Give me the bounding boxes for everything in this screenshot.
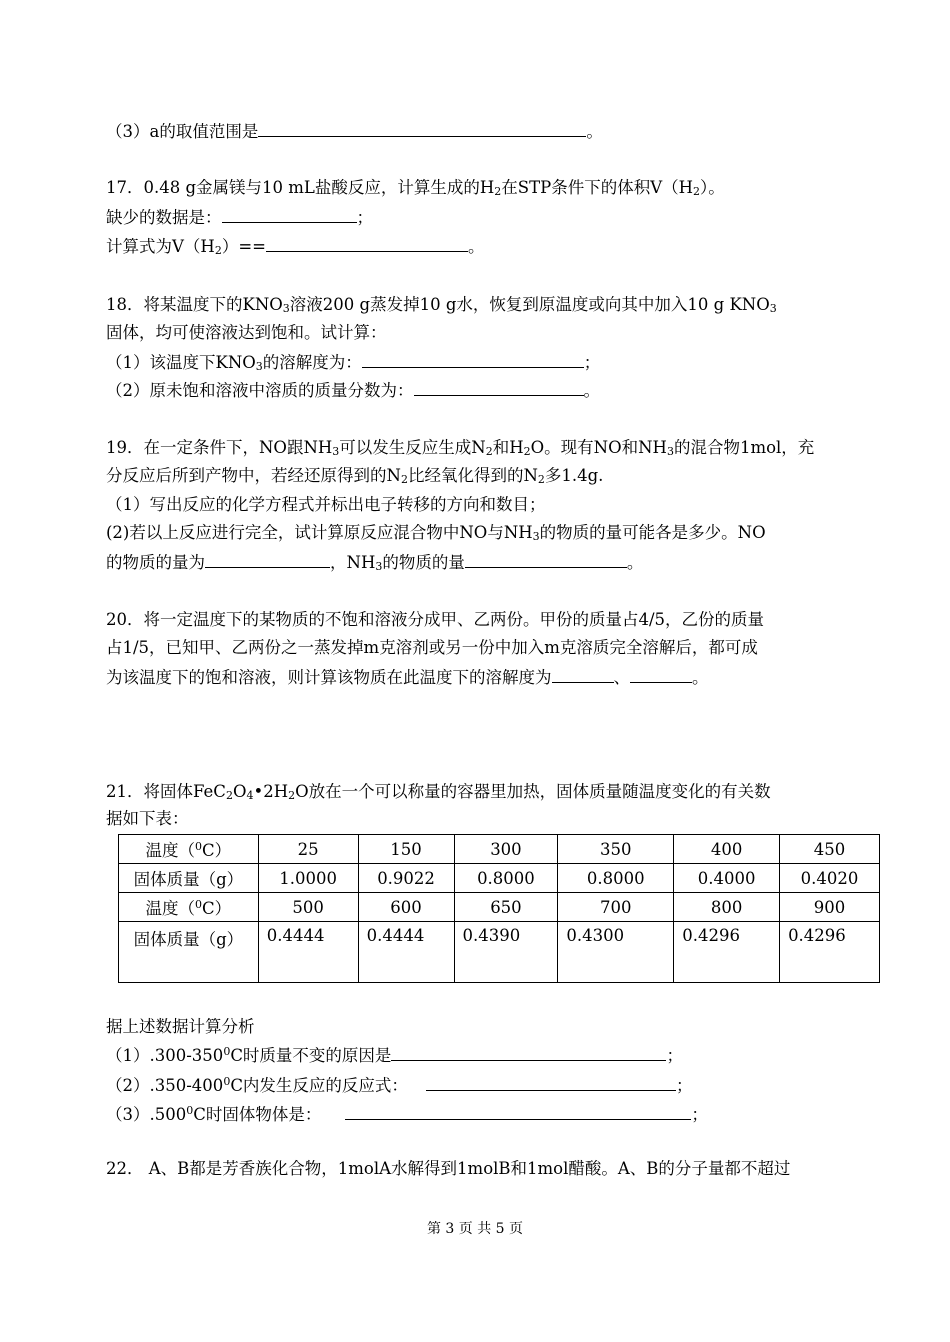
- table-cell: 300: [454, 835, 558, 864]
- table-cell: 0.4444: [358, 922, 454, 983]
- answer-blank[interactable]: [222, 206, 357, 223]
- q19-line5: 的物质的量为 ，$NH_3$的物质的量 。: [106, 553, 644, 573]
- q22-line1: 22． A、B都是芳香族化合物，1molA水解得到1molB和1mol醋酸。A、B的分子量都不超过: [106, 1159, 791, 1178]
- table-cell: 0.4296: [674, 922, 780, 983]
- table-cell: 0.9022: [358, 864, 454, 893]
- table-cell: 600: [358, 893, 454, 922]
- temp-label-cell: 温度（$^0$C）: [119, 835, 259, 864]
- answer-blank[interactable]: [426, 1074, 676, 1091]
- table-cell: 650: [454, 893, 558, 922]
- temp-label-cell: 温度（$^0$C）: [119, 893, 259, 922]
- table-cell: 800: [674, 893, 780, 922]
- q18-line2: 固体，均可使溶液达到饱和。试计算：: [106, 323, 387, 342]
- q19-line4: (2)若以上反应进行完全，试计算原反应混合物中NO与$NH_3$的物质的量可能各是多少。NO: [106, 523, 766, 543]
- answer-blank[interactable]: [258, 120, 586, 137]
- table-cell: 0.4020: [780, 864, 880, 893]
- q21-analysis: 据上述数据计算分析: [106, 1017, 255, 1036]
- table-cell: 0.4296: [780, 922, 880, 983]
- answer-blank[interactable]: [414, 379, 584, 396]
- table-cell: 700: [558, 893, 674, 922]
- q19-line3: （1）写出反应的化学方程式并标出电子转移的方向和数目；: [106, 495, 546, 514]
- page-footer: 第 3 页 共 5 页: [426, 1221, 524, 1237]
- q21-part1: $(1).300-350^0C$时质量不变的原因是 ；: [106, 1045, 683, 1065]
- q16-part3: （3）a的取值范围是 。: [106, 122, 603, 141]
- answer-blank[interactable]: [630, 666, 692, 683]
- table-row: [119, 864, 880, 893]
- q17-line2: 缺少的数据是： ；: [106, 208, 373, 227]
- answer-blank[interactable]: [552, 666, 614, 683]
- q20-line1: 20．将一定温度下的某物质的不饱和溶液分成甲、乙两份。甲份的质量占4/5，乙份的质量: [106, 610, 765, 629]
- q20-line3: 为该温度下的饱和溶液，则计算该物质在此温度下的溶解度为 、 。: [106, 668, 709, 687]
- answer-blank[interactable]: [205, 551, 330, 568]
- mass-label-cell: 固体质量（g）: [119, 922, 259, 983]
- q17-line1: 17．0.48 g金属镁与10 mL盐酸反应，计算生成的$H_2$在STP条件下的体积$V(H_2)$。: [106, 178, 725, 198]
- q18-line1: 18．将某温度下的$KNO_3$溶液200 g蒸发掉10 g水，恢复到原温度或向其中加入10 g $KNO_3$: [106, 295, 777, 315]
- mass-label-cell: 固体质量（g）: [119, 864, 259, 893]
- answer-blank[interactable]: [465, 551, 627, 568]
- q18-line4: （2）原未饱和溶液中溶质的质量分数为： 。: [106, 381, 600, 400]
- q18-line3: （1）该温度下$KNO_3$的溶解度为： ；: [106, 353, 601, 373]
- table-cell: 0.4390: [454, 922, 558, 983]
- table-cell: 900: [780, 893, 880, 922]
- answer-blank[interactable]: [345, 1103, 691, 1120]
- table-cell: 400: [674, 835, 780, 864]
- table-cell: 25: [258, 835, 358, 864]
- table-cell: 0.8000: [454, 864, 558, 893]
- table-cell: 500: [258, 893, 358, 922]
- q20-line2: 占1/5，已知甲、乙两份之一蒸发掉m克溶剂或另一份中加入m克溶质完全溶解后，都可成: [106, 638, 758, 657]
- q21-part2: $(2).350-400^0C$内发生反应的反应式： ；: [106, 1075, 693, 1095]
- q19-line1: 19．在一定条件下，NO跟$NH_3$可以发生反应生成$N_2$和$H_2O$。现有NO和$NH_3$的混合物1mol，充: [106, 438, 815, 458]
- q21-line1: 21．将固体$FeC_2O_4•2H_2O$放在一个可以称量的容器里加热，固体质量随温度变化的有关数: [106, 782, 771, 802]
- q17-line3: 计算式为$V(H_2)==$ 。: [106, 237, 485, 257]
- table-cell: 350: [558, 835, 674, 864]
- table-cell: 1.0000: [258, 864, 358, 893]
- q21-part3: （3）.500$^0$C时固体物体是： ；: [106, 1104, 708, 1124]
- table-cell: 150: [358, 835, 454, 864]
- temperature-mass-table: [118, 834, 880, 983]
- table-row: [119, 835, 880, 864]
- table-cell: 0.4000: [674, 864, 780, 893]
- answer-blank[interactable]: [266, 235, 468, 252]
- table-cell: 0.4300: [558, 922, 674, 983]
- table-row: [119, 893, 880, 922]
- table-cell: 450: [780, 835, 880, 864]
- table-cell: 0.8000: [558, 864, 674, 893]
- answer-blank[interactable]: [391, 1044, 666, 1061]
- table-cell: 0.4444: [258, 922, 358, 983]
- q19-line2: 分反应后所到产物中，若经还原得到的$N_2$比经氧化得到的$N_2$多1.4g.: [106, 466, 604, 486]
- answer-blank[interactable]: [362, 351, 584, 368]
- table-row: [119, 922, 880, 983]
- q21-line2: 据如下表：: [106, 809, 189, 828]
